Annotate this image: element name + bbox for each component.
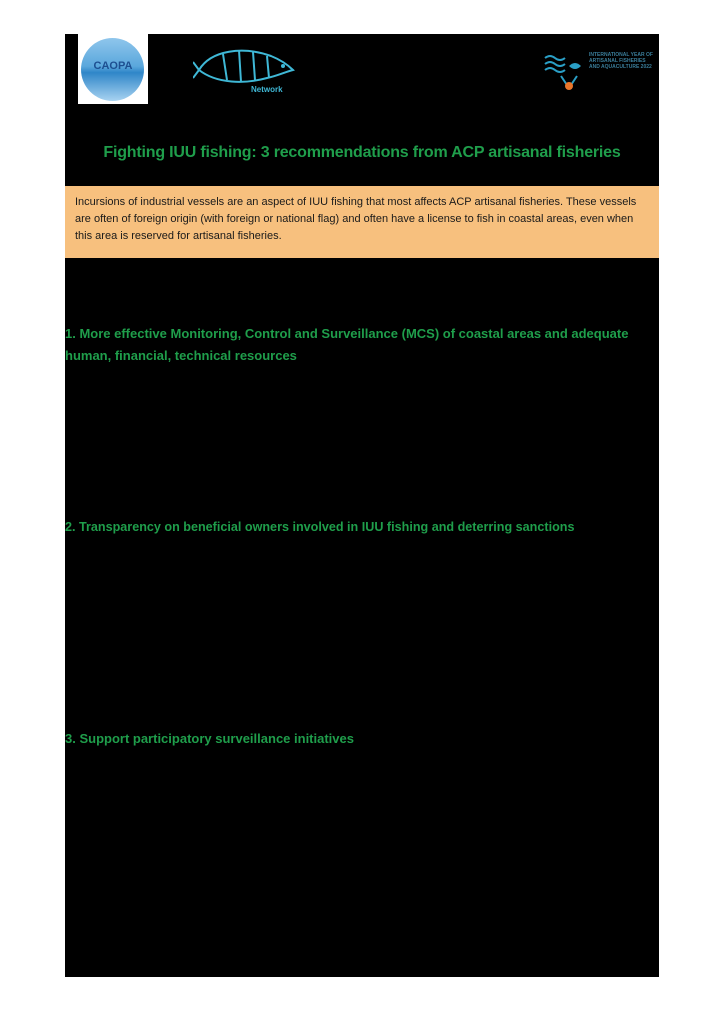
wave-fish-icon bbox=[543, 52, 587, 94]
page-title: Fighting IUU fishing: 3 recommendations from ACP artisanal fisheries bbox=[103, 144, 621, 161]
iyafa-logo-text: INTERNATIONAL YEAR OF ARTISANAL FISHERIES AND AQUACULTURE 2022 bbox=[589, 52, 653, 70]
recommendation-1: 1. More effective Monitoring, Control and Surveillance (MCS) of coastal areas and adequate human, financial, technical resources bbox=[65, 326, 629, 363]
recommendation-2: 2. Transparency on beneficial owners involved in IUU fishing and deterring sanctions bbox=[65, 520, 575, 534]
iyafa-logo bbox=[543, 52, 655, 94]
fish-logo-icon bbox=[193, 40, 299, 94]
document-page bbox=[65, 34, 659, 977]
intro-box: Incursions of industrial vessels are an aspect of IUU fishing that most affects ACP artisanal fisheries. These vessels are often of foreign origin (with foreign or national flag) and often have a license to fish in coastal areas, even when this area is reserved for artisanal fisheries. bbox=[65, 186, 659, 258]
cffa-logo-text: Network bbox=[251, 85, 283, 94]
caopa-logo bbox=[78, 34, 148, 104]
caopa-logo-text: CAOPA bbox=[93, 60, 133, 72]
cffa-network-logo bbox=[193, 40, 299, 94]
recommendation-3: 3. Support participatory surveillance initiatives bbox=[65, 731, 354, 746]
